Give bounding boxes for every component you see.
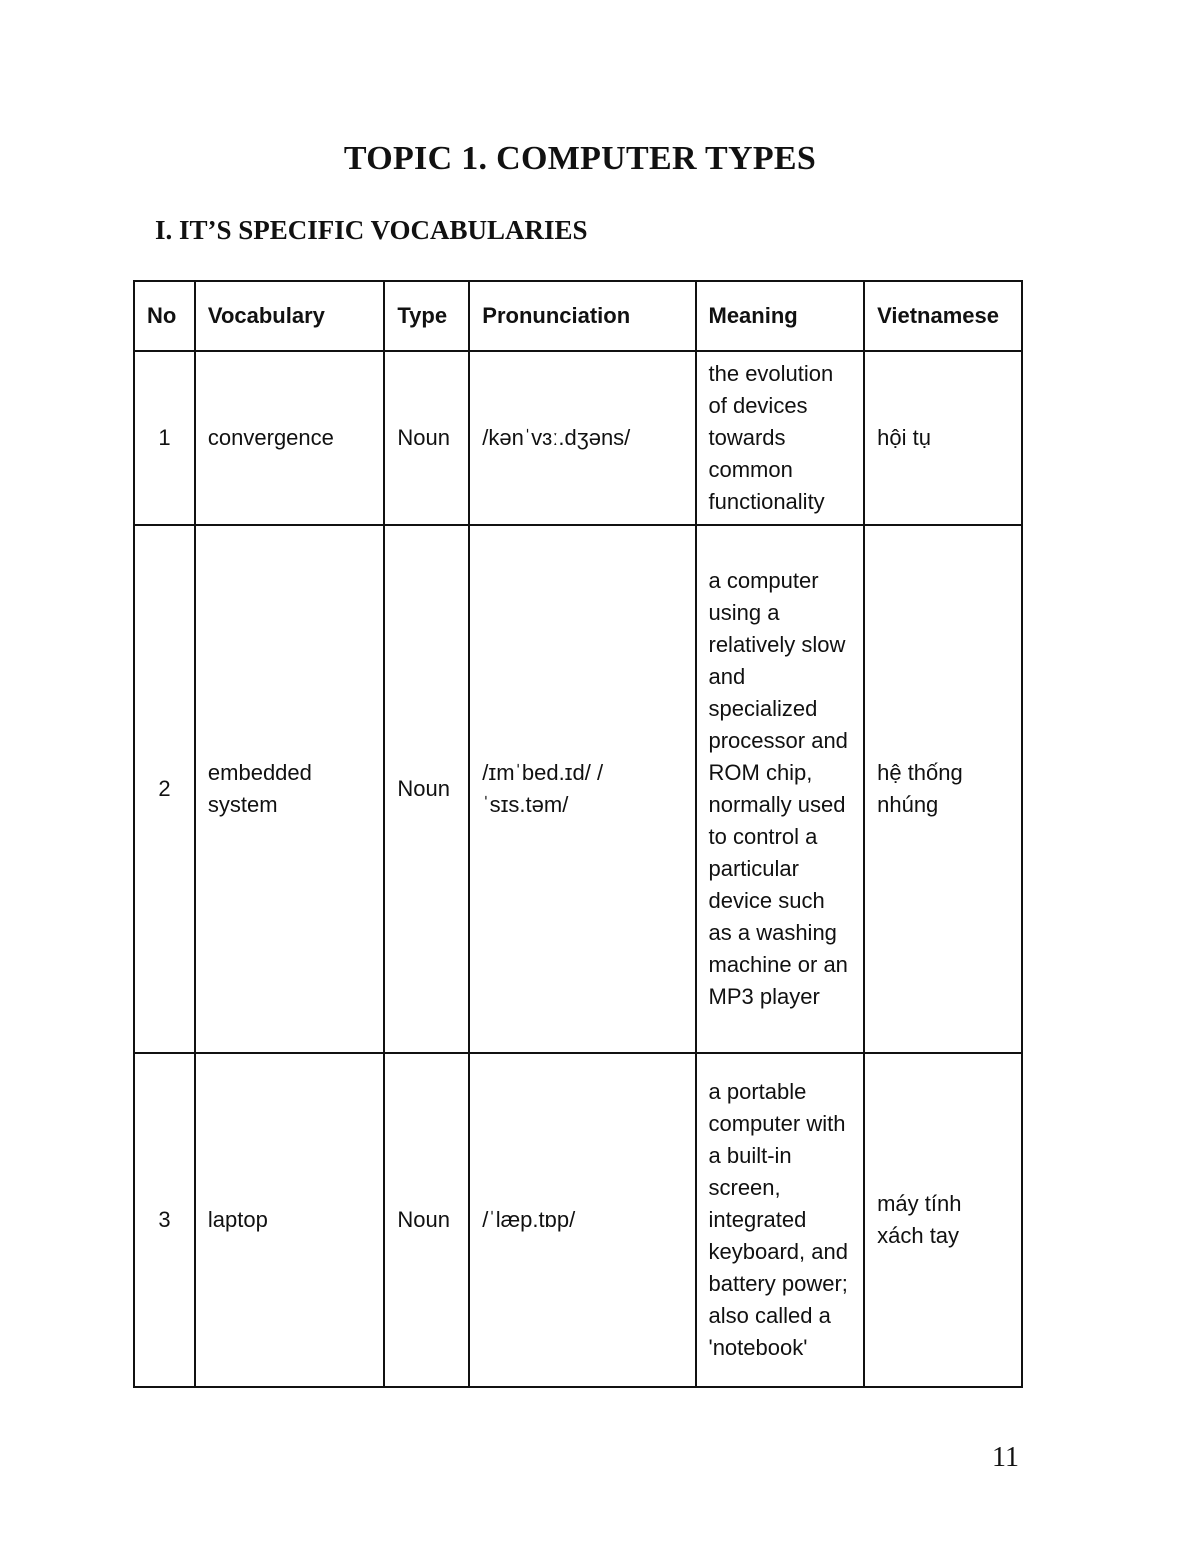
cell-vocabulary: laptop	[195, 1053, 384, 1387]
cell-pronunciation: /ˈlæp.tɒp/	[469, 1053, 695, 1387]
cell-vietnamese: hệ thống nhúng	[864, 525, 1022, 1053]
cell-vietnamese: hội tụ	[864, 351, 1022, 525]
vocabulary-table	[133, 280, 1023, 1388]
cell-vocabulary: convergence	[195, 351, 384, 525]
section-heading: I. IT’S SPECIFIC VOCABULARIES	[155, 215, 588, 245]
cell-vocabulary: embedded system	[195, 525, 384, 1053]
page-number: 11	[992, 1442, 1019, 1473]
cell-meaning: a portable computer with a built-in screen, integrated keyboard, and battery power; also called a 'notebook'	[696, 1053, 865, 1387]
cell-pronunciation: /kənˈvɜː.dʒəns/	[469, 351, 695, 525]
header-meaning: Meaning	[696, 281, 865, 351]
cell-meaning: the evolution of devices towards common functionality	[696, 351, 865, 525]
cell-no: 1	[134, 351, 195, 525]
table-row	[134, 351, 1022, 525]
cell-no: 2	[134, 525, 195, 1053]
cell-pronunciation: /ɪmˈbed.ɪd/ /ˈsɪs.təm/	[469, 525, 695, 1053]
cell-no: 3	[134, 1053, 195, 1387]
cell-meaning: a computer using a relatively slow and specialized processor and ROM chip, normally used to control a particular device such as a washing machine or an MP3 player	[696, 525, 865, 1053]
header-no: No	[134, 281, 195, 351]
table-row	[134, 525, 1022, 1053]
header-vocabulary: Vocabulary	[195, 281, 384, 351]
cell-vietnamese: máy tính xách tay	[864, 1053, 1022, 1387]
page-title: TOPIC 1. COMPUTER TYPES	[343, 140, 817, 177]
cell-type: Noun	[384, 525, 469, 1053]
header-type: Type	[384, 281, 469, 351]
header-vietnamese: Vietnamese	[864, 281, 1022, 351]
table-header-row	[134, 281, 1022, 351]
table-row	[134, 1053, 1022, 1387]
cell-type: Noun	[384, 351, 469, 525]
cell-type: Noun	[384, 1053, 469, 1387]
header-pronunciation: Pronunciation	[469, 281, 695, 351]
